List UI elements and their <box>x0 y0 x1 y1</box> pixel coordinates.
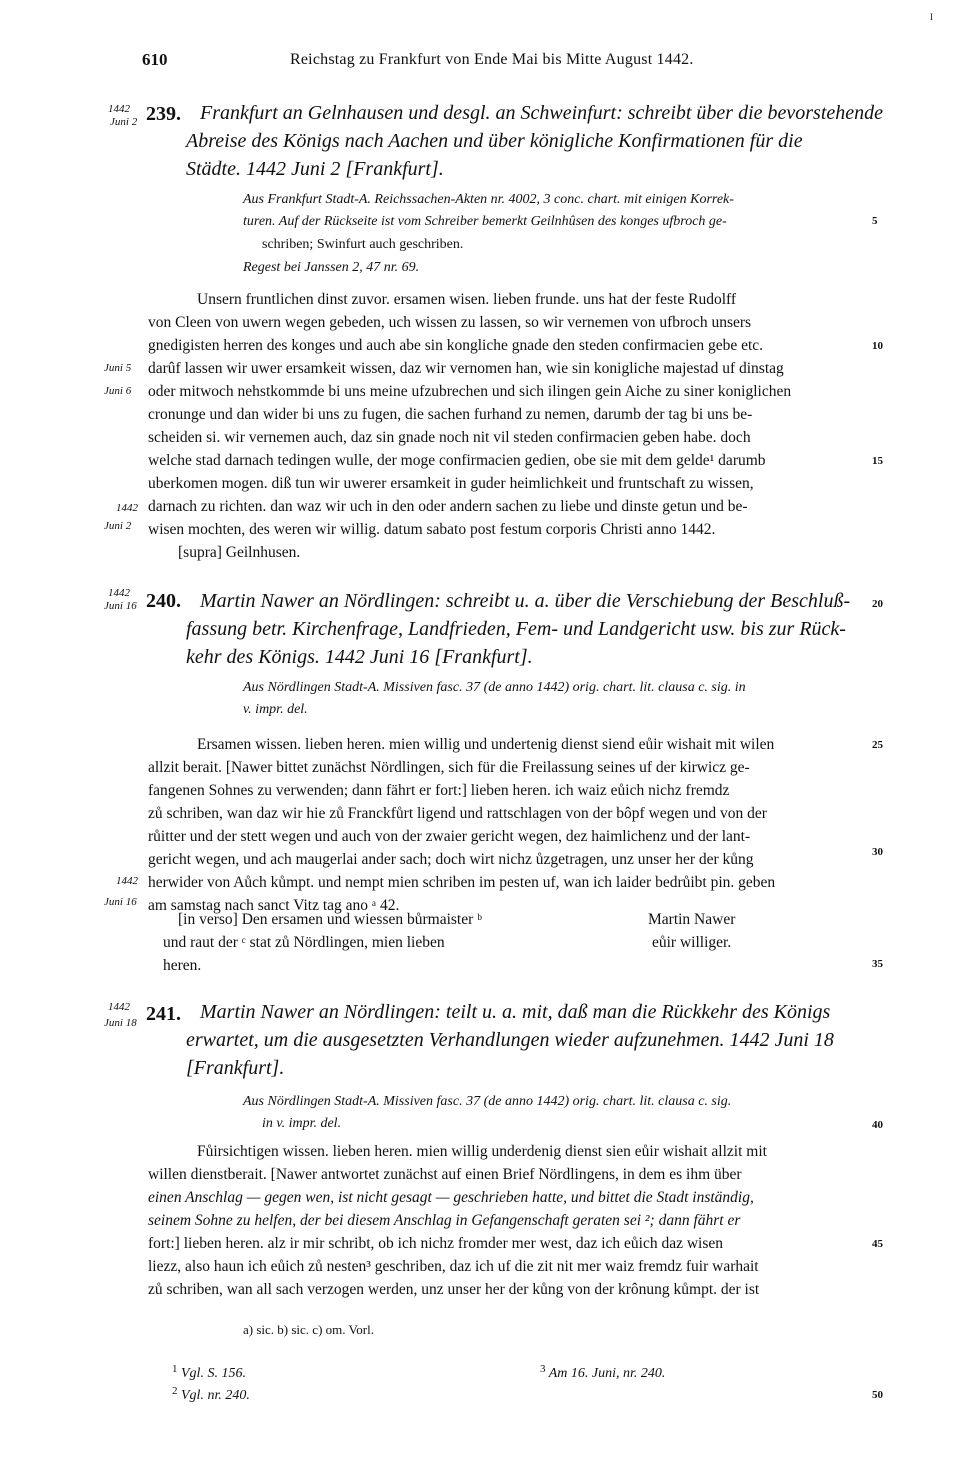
signature: [supra] Geilnhusen. <box>178 544 301 561</box>
signature: eůir williger. <box>652 934 732 951</box>
body-line: seinem Sohne zu helfen, der bei diesem Anschlag in Gefangenschaft geraten sei ²; dann fährt er <box>148 1212 741 1229</box>
line-number: 5 <box>872 215 878 227</box>
address-line: und raut der ᶜ stat zů Nördlingen, mien lieben <box>163 934 445 951</box>
footnote-text: Am 16. Juni, nr. 240. <box>548 1366 666 1381</box>
body-line: zů schriben, wan daz wir hie zů Franckfůrt ligend und rattschlagen von der bôpf wegen und von der <box>148 805 767 822</box>
body-line: scheiden si. wir vernemen auch, daz sin gnade noch nit vil steden confirmacien geben habe. doch <box>148 429 751 446</box>
body-line: růitter und der stett wegen und auch von der zwaier gericht wegen, dez haimlichenz und der lant- <box>148 828 751 845</box>
document-heading-line: Städte. 1442 Juni 2 [Frankfurt]. <box>186 158 444 180</box>
document-heading-line: Martin Nawer an Nördlingen: teilt u. a. mit, daß man die Rückkehr des Königs <box>200 1001 831 1023</box>
running-title: Reichstag zu Frankfurt von Ende Mai bis Mitte August 1442. <box>290 51 694 68</box>
source-note-line: turen. Auf der Rückseite ist vom Schreiber bemerkt Geilnhûsen des konges ufbroch ge- <box>243 214 727 229</box>
document-heading-line: Abreise des Königs nach Aachen und über königliche Konfirmationen für die <box>186 130 803 152</box>
body-line: darûf lassen wir uwer ersamkeit wissen, daz wir vernomen han, wie sin konigliche majestad uf dinstag <box>148 360 784 377</box>
body-line: gnedigisten herren des konges und auch abe sin kongliche gnade den steden confirmacien gebe etc. <box>148 337 764 354</box>
body-line: einen Anschlag — gegen wen, ist nicht gesagt — geschrieben hatte, und bittet die Stadt inständig, <box>148 1189 754 1206</box>
margin-year: 1442 <box>108 103 130 115</box>
body-line: zů schriben, wan all sach verzogen werden, unz unser her der kůng von der krônung kůmpt. der ist <box>148 1281 760 1298</box>
margin-date: Juni 2 <box>110 116 138 128</box>
margin-year: 1442 <box>108 587 130 599</box>
address-line: [in verso] Den ersamen und wiessen bůrmaister ᵇ <box>178 911 482 928</box>
footnote-number: 3 <box>540 1363 546 1375</box>
source-note-line: schriben; Swinfurt auch geschriben. <box>262 237 464 252</box>
body-line: fort:] lieben heren. alz ir mir schribt, ob ich nichz fromder mer west, daz ich eůich daz wisen <box>148 1235 723 1252</box>
address-line: heren. <box>163 957 202 974</box>
body-line: gericht wegen, und ach maugerlai ander sach; doch wirt nichz ůzgetragen, unz unser her der kůng <box>148 851 754 868</box>
margin-date: Juni 18 <box>104 1017 137 1029</box>
side-note: 1442 <box>116 875 138 887</box>
body-line: Unsern fruntlichen dinst zuvor. ersamen wisen. lieben frunde. uns hat der feste Rudolff <box>197 291 737 308</box>
side-note: Juni 5 <box>104 362 132 374</box>
document-number: 240. <box>146 590 181 612</box>
footnote-number: 2 <box>172 1385 178 1397</box>
body-line: darnach zu richten. dan waz wir uch in den oder andern sachen zu liebe und dinste getun und be- <box>148 498 748 515</box>
body-line: fangenen Sohnes zu verwenden; dann fährt er fort:] lieben heren. ich waiz eůich nichz fremdz <box>148 782 730 799</box>
footnote-text: Vgl. S. 156. <box>181 1366 246 1381</box>
source-note-line: Aus Nördlingen Stadt-A. Missiven fasc. 37 (de anno 1442) orig. chart. lit. clausa c. sig. <box>243 1094 732 1109</box>
footnote-1 <box>172 1363 246 1382</box>
margin-year: 1442 <box>108 1001 130 1013</box>
document-number: 239. <box>146 103 181 125</box>
signature: Martin Nawer <box>648 911 736 928</box>
source-note-line: in v. impr. del. <box>262 1116 342 1131</box>
side-note: Juni 2 <box>104 520 132 532</box>
source-note-line: Aus Frankfurt Stadt-A. Reichssachen-Akten nr. 4002, 3 conc. chart. mit einigen Korrek- <box>243 192 734 207</box>
page-number: 610 <box>142 50 168 69</box>
source-note-line: Regest bei Janssen 2, 47 nr. 69. <box>243 260 420 275</box>
line-number: 45 <box>872 1238 883 1250</box>
body-line: willen dienstberait. [Nawer antwortet zunächst auf einen Brief Nördlingens, in dem es ihm über <box>148 1166 742 1183</box>
footnote-2 <box>172 1385 250 1404</box>
document-heading-line: erwartet, um die ausgesetzten Verhandlungen wieder aufzunehmen. 1442 Juni 18 <box>186 1029 834 1051</box>
document-number: 241. <box>146 1003 181 1025</box>
document-heading-line: Martin Nawer an Nördlingen: schreibt u. a. über die Verschiebung der Beschluß- <box>200 590 851 612</box>
line-number: 30 <box>872 846 883 858</box>
source-note-line: Aus Nördlingen Stadt-A. Missiven fasc. 37 (de anno 1442) orig. chart. lit. clausa c. sig. in <box>243 680 746 695</box>
document-heading-line: Frankfurt an Gelnhausen und desgl. an Schweinfurt: schreibt über die bevorstehende <box>200 102 884 124</box>
line-number: 50 <box>872 1389 883 1401</box>
critical-apparatus: a) sic. b) sic. c) om. Vorl. <box>243 1322 374 1337</box>
body-line: cronunge und dan wider bi uns zu fugen, die sachen furhand zu nemen, darumb der tag bi uns be- <box>148 406 753 423</box>
footnote-number: 1 <box>172 1363 178 1375</box>
body-line: liezz, also haun ich eůich zů nesten³ geschriben, daz ich uf die zit nit mer waiz fremdz fuir warhait <box>148 1258 759 1275</box>
side-note: Juni 6 <box>104 385 132 397</box>
line-number: 35 <box>872 958 883 970</box>
line-number: 10 <box>872 340 883 352</box>
line-number: 25 <box>872 739 883 751</box>
line-number: 20 <box>872 598 883 610</box>
body-line: oder mitwoch nehstkommde bi uns meine ufzubrechen und sich ilingen gein Aiche zu siner koniglichen <box>148 383 792 400</box>
body-line: allzit berait. [Nawer bittet zunächst Nördlingen, sich für die Freilassung seines uf der kirwicz ge- <box>148 759 750 776</box>
body-line: Ersamen wissen. lieben heren. mien willig und undertenig dienst siend eůir wishait mit wilen <box>197 736 775 753</box>
line-number: 40 <box>872 1119 883 1131</box>
footnote-text: Vgl. nr. 240. <box>181 1388 250 1403</box>
body-line: Fůirsichtigen wissen. lieben heren. mien willig underdenig dienst sien eůir wishait allzit mit <box>197 1143 767 1160</box>
body-line: herwider von Aůch kůmpt. und nempt mien schriben im pesten uf, wan ich laider bedrůibt pin. geben <box>148 874 776 891</box>
line-number: 15 <box>872 455 883 467</box>
body-line: wisen mochten, des weren wir willig. datum sabato post festum corporis Christi anno 1442. <box>148 521 716 538</box>
document-heading-line: [Frankfurt]. <box>186 1057 285 1079</box>
document-heading-line: fassung betr. Kirchenfrage, Landfrieden, Fem- und Landgericht usw. bis zur Rück- <box>186 618 846 640</box>
margin-date: Juni 16 <box>104 600 137 612</box>
side-note: Juni 16 <box>104 896 137 908</box>
body-line: von Cleen von uwern wegen gebeden, uch wissen zu lassen, so wir vernemen von ufbroch unsers <box>148 314 752 331</box>
footnote-3 <box>540 1363 665 1382</box>
body-line: am samstag nach sanct Vitz tag ano ᵃ 42. <box>148 897 400 914</box>
body-line: uberkomen mogen. diß tun wir uwerer ersamkeit in guder heimlichkeit und fruntschaft zu wissen, <box>148 475 754 492</box>
side-note: 1442 <box>116 502 138 514</box>
body-line: welche stad darnach tedingen wulle, der moge confirmacien gedien, obe sie mit dem gelde¹ darumb <box>148 452 766 469</box>
source-note-line: v. impr. del. <box>243 702 308 717</box>
corner-mark: I <box>930 12 933 22</box>
document-heading-line: kehr des Königs. 1442 Juni 16 [Frankfurt]. <box>186 646 533 668</box>
